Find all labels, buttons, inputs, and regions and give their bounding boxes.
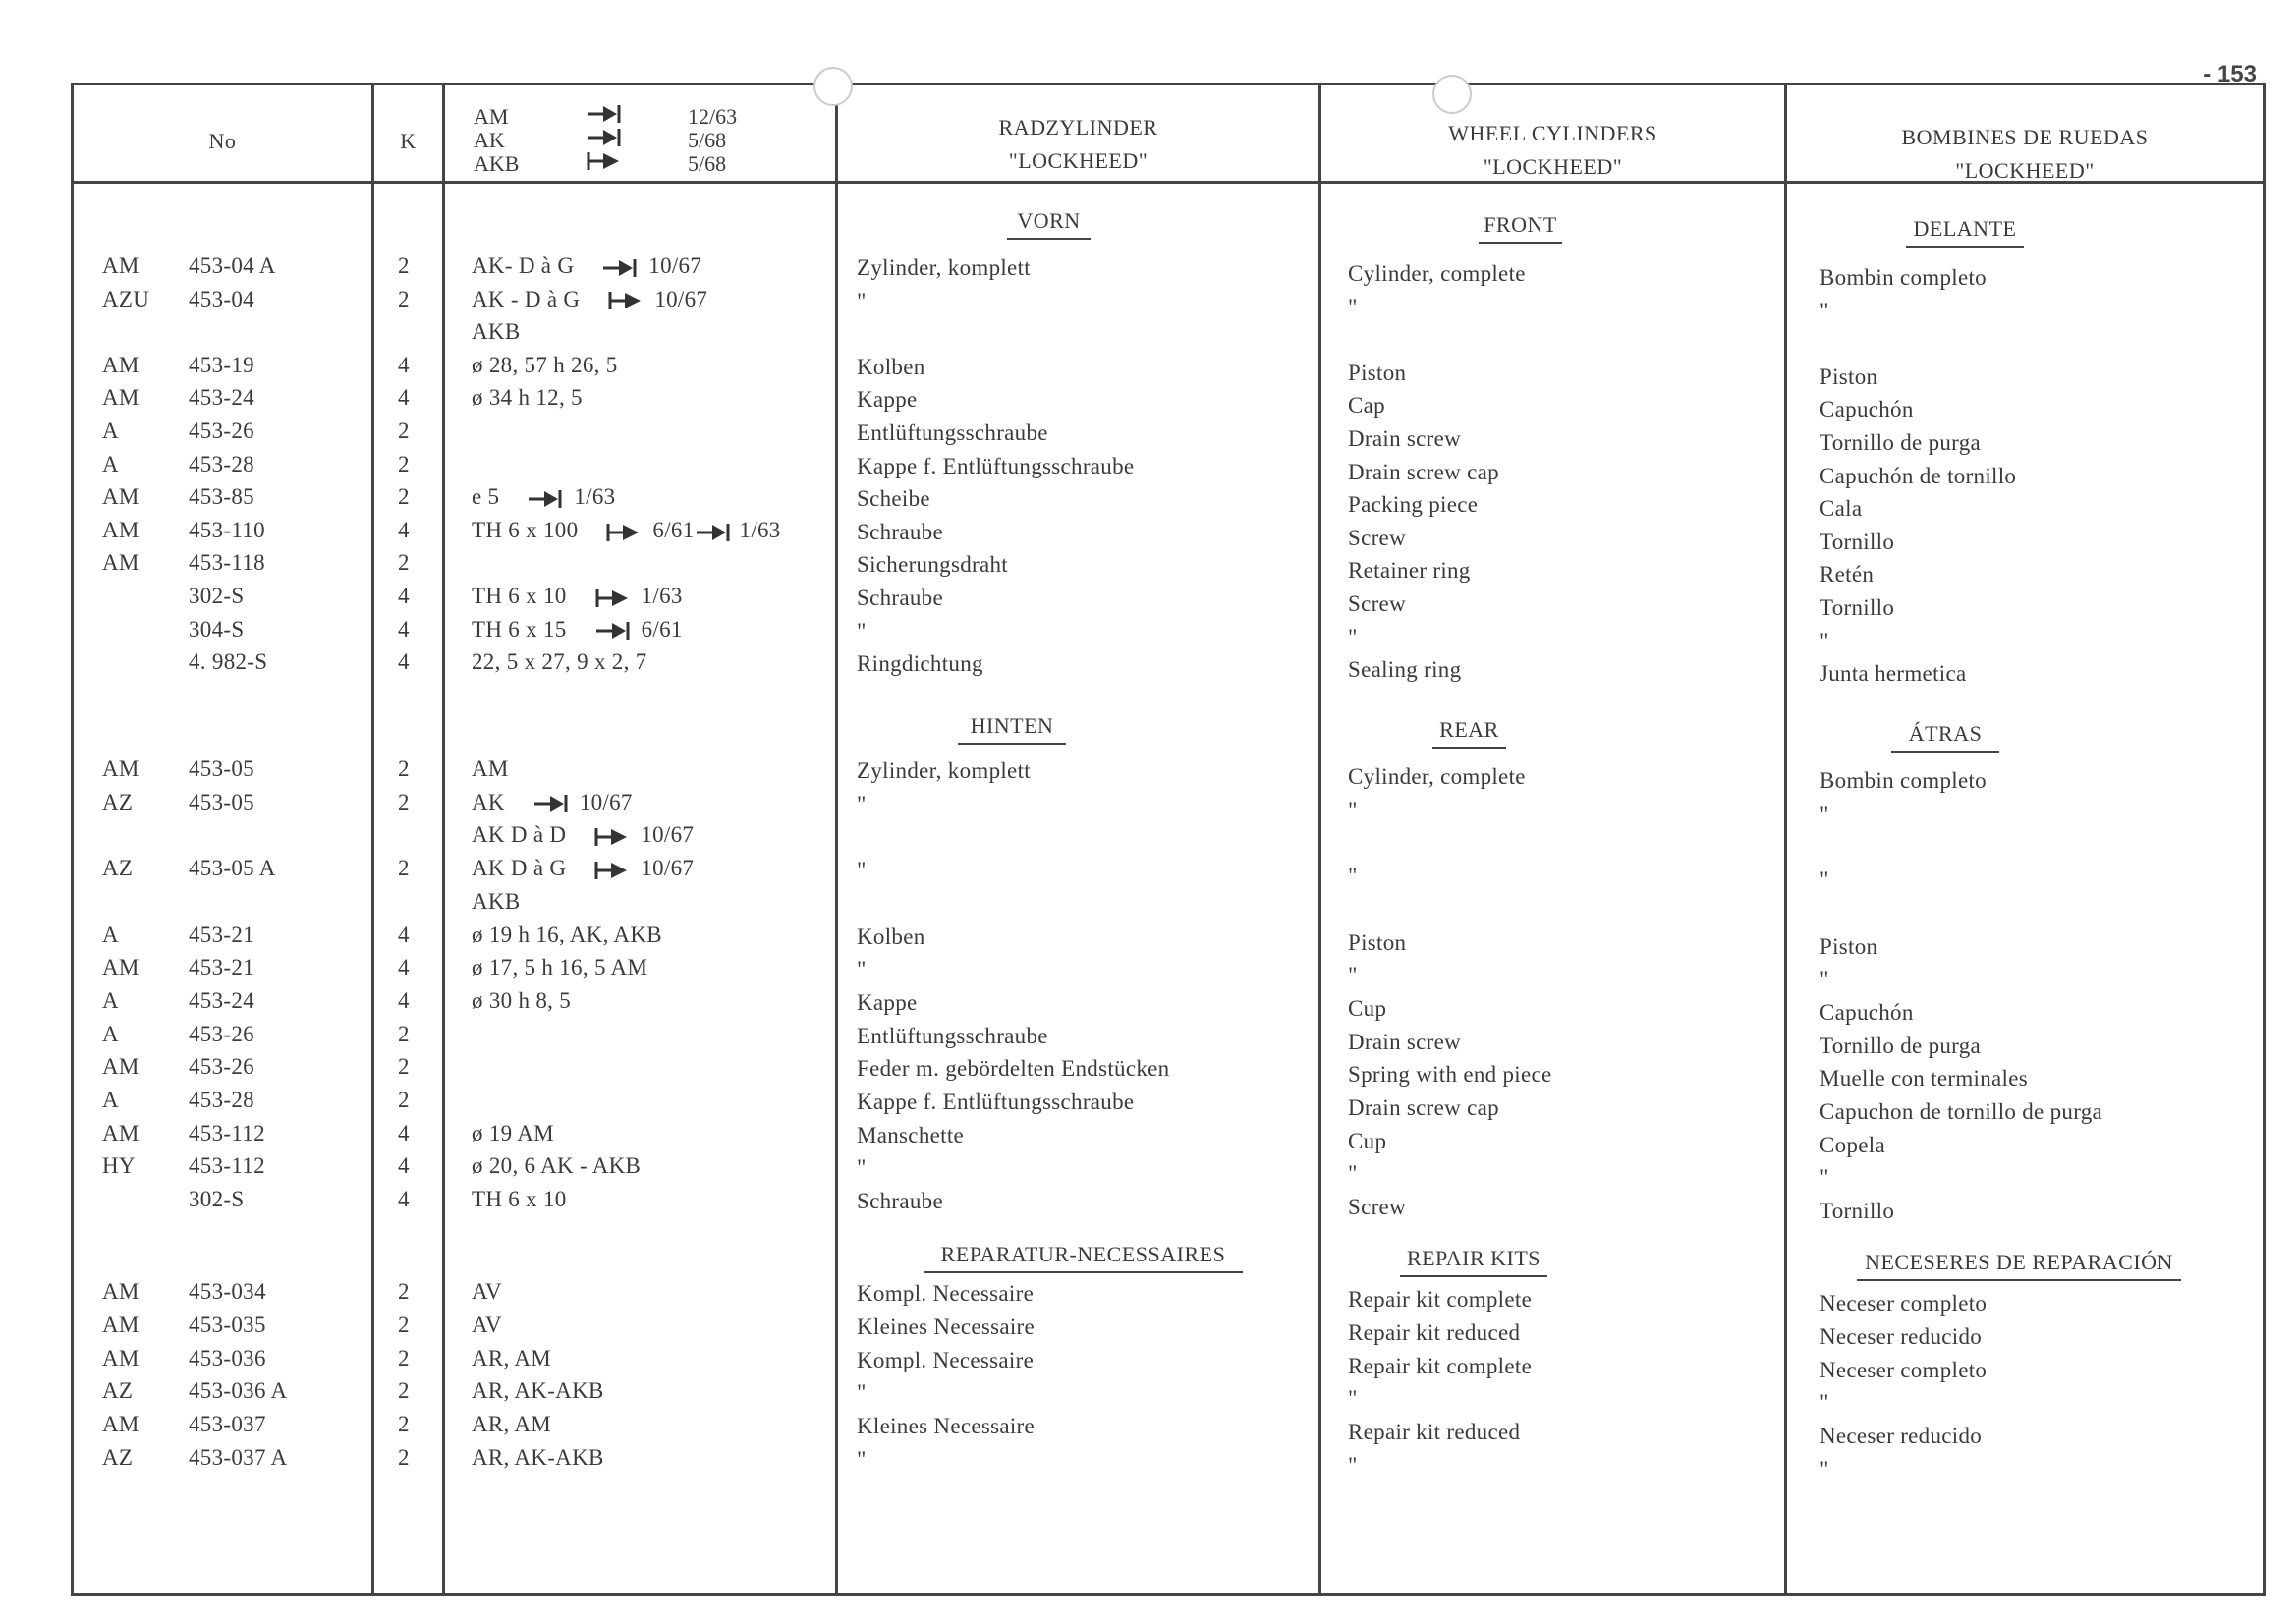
part-number: 453-19 — [189, 352, 254, 377]
description-en: Cup — [1348, 1128, 1387, 1153]
spec-text: AK- D à G — [472, 253, 575, 278]
description-es: Capuchón — [1820, 397, 1914, 422]
part-prefix: AM — [102, 550, 140, 576]
spec-cell — [472, 518, 781, 543]
spec-date: 6/61 — [652, 517, 695, 542]
part-prefix: AM — [102, 1312, 140, 1337]
column-divider-spec — [835, 83, 838, 1596]
spec-text: AR, AM — [472, 1345, 552, 1371]
description-de: Feder m. gebördelten Endstücken — [857, 1056, 1170, 1082]
part-number: 453-85 — [189, 484, 254, 510]
description-de: Kompl. Necessaire — [857, 1347, 1035, 1372]
quantity: 4 — [398, 649, 410, 675]
header-en-title: WHEEL CYLINDERS — [1448, 121, 1657, 145]
part-number: 453-26 — [189, 1054, 254, 1080]
description-en: " — [1348, 797, 1358, 822]
description-en: Repair kit complete — [1348, 1287, 1533, 1312]
part-prefix: AZ — [102, 856, 134, 881]
quantity: 2 — [398, 1345, 410, 1371]
spec-date: 10/67 — [648, 253, 702, 278]
quantity: 2 — [398, 1445, 410, 1470]
section-rear-en: REAR — [1432, 717, 1506, 749]
quantity: 4 — [398, 1120, 410, 1146]
description-es: Tornillo de purga — [1820, 430, 1982, 455]
description-de: Entlüftungsschraube — [857, 1023, 1048, 1048]
description-es: Tornillo de purga — [1820, 1033, 1982, 1058]
description-de: Entlüftungsschraube — [857, 420, 1048, 445]
spec-cell — [472, 790, 633, 815]
quantity: 2 — [398, 1378, 410, 1404]
end-date-arrow-icon — [586, 127, 623, 148]
description-en: Sealing ring — [1348, 657, 1462, 683]
part-prefix: A — [102, 922, 119, 947]
part-prefix: AM — [102, 756, 140, 781]
quantity: 2 — [398, 856, 410, 881]
spec-text: TH 6 x 10 — [472, 584, 567, 608]
spec-date-2: 1/63 — [739, 517, 781, 542]
spec-cell — [472, 1445, 604, 1471]
description-de: Kappe f. Entlüftungsschraube — [857, 453, 1135, 478]
part-number: 453-21 — [189, 955, 254, 980]
section-kits-es: NECESERES DE REPARACIÓN — [1857, 1250, 2181, 1281]
description-en: Cylinder, complete — [1348, 764, 1526, 789]
description-en: Repair kit reduced — [1348, 1319, 1521, 1345]
part-prefix: AM — [102, 517, 140, 542]
quantity: 2 — [398, 756, 410, 781]
header-model-date: 12/63 — [688, 104, 738, 129]
spec-cell — [472, 617, 683, 643]
header-model: AK — [474, 128, 505, 152]
spec-cell — [472, 1313, 502, 1338]
part-number: 453-24 — [189, 987, 254, 1013]
description-de: Manschette — [857, 1122, 965, 1148]
description-en: Drain screw cap — [1348, 1095, 1499, 1120]
part-number: 453-04 A — [189, 253, 276, 278]
start-date-arrow-icon — [594, 588, 632, 609]
column-divider-en — [1784, 83, 1787, 1596]
end-date-arrow-icon — [594, 620, 632, 642]
part-number: 453-05 — [189, 789, 254, 814]
description-de: Ringdichtung — [857, 651, 983, 677]
spec-text: e 5 — [472, 484, 500, 510]
description-de: " — [857, 957, 867, 982]
part-prefix: A — [102, 419, 119, 443]
quantity: 4 — [398, 987, 410, 1013]
spec-cell — [472, 856, 694, 881]
spec-cell — [472, 353, 618, 378]
description-en: Packing piece — [1348, 492, 1479, 518]
description-es: Piston — [1820, 364, 1878, 389]
quantity: 4 — [398, 584, 410, 608]
part-number: 453-036 A — [189, 1378, 288, 1404]
part-prefix: AM — [102, 352, 140, 377]
description-en: Piston — [1348, 360, 1407, 385]
description-es: " — [1820, 1457, 1829, 1482]
part-number: 453-035 — [189, 1312, 266, 1337]
part-number: 453-21 — [189, 922, 254, 947]
spec-cell — [472, 923, 662, 948]
start-date-arrow-icon — [593, 860, 631, 881]
spec-text: TH 6 x 10 — [472, 1187, 567, 1212]
description-de: " — [857, 791, 867, 816]
part-number: 453-04 — [189, 286, 254, 311]
part-prefix: A — [102, 1088, 119, 1112]
description-de: Sicherungsdraht — [857, 552, 1008, 578]
part-number: 453-05 — [189, 756, 254, 781]
description-es: Capuchón de tornillo — [1820, 463, 2017, 488]
header-no: No — [208, 129, 237, 153]
description-es: Bombin completo — [1820, 768, 1987, 793]
spec-cell — [472, 756, 509, 782]
description-en: Screw — [1348, 525, 1406, 550]
description-en: Piston — [1348, 929, 1407, 955]
spec-cell — [472, 253, 701, 279]
column-divider-de — [1318, 83, 1321, 1596]
header-de-sub: "LOCKHEED" — [1008, 148, 1148, 173]
part-number: 4. 982-S — [189, 649, 268, 675]
spec-text: AK D à G — [472, 856, 567, 881]
part-number: 453-112 — [189, 1120, 265, 1146]
spec-cell — [472, 1346, 551, 1372]
quantity: 4 — [398, 385, 410, 411]
spec-date: 1/63 — [641, 584, 683, 608]
spec-text: AR, AK-AKB — [472, 1378, 604, 1404]
description-es: Copela — [1820, 1132, 1885, 1157]
part-number: 302-S — [189, 584, 245, 608]
description-es: Neceser completo — [1820, 1291, 1988, 1316]
spec-cell — [472, 287, 707, 312]
description-es: Capuchón — [1820, 999, 1914, 1025]
part-number: 453-26 — [189, 1021, 254, 1046]
end-date-arrow-icon — [527, 488, 564, 510]
spec-text: ø 28, 57 h 26, 5 — [472, 352, 618, 377]
part-number: 453-037 — [189, 1412, 266, 1437]
description-es: Tornillo — [1820, 595, 1895, 620]
description-es: Neceser reducido — [1820, 1323, 1983, 1349]
part-number: 453-24 — [189, 385, 254, 411]
spec-text: ø 19 AM — [472, 1120, 554, 1146]
description-es: Piston — [1820, 933, 1878, 959]
part-number: 304-S — [189, 616, 245, 642]
part-prefix: A — [102, 451, 119, 476]
quantity: 2 — [398, 550, 410, 576]
part-prefix: AZU — [102, 286, 150, 311]
part-number: 453-112 — [189, 1153, 265, 1179]
spec-text: TH 6 x 100 — [472, 517, 579, 542]
spec-text: AKB — [472, 319, 521, 345]
page-number: - 153 — [2203, 61, 2257, 87]
description-de: Schraube — [857, 519, 943, 544]
description-es: " — [1820, 1390, 1829, 1416]
description-de: Zylinder, komplett — [857, 255, 1031, 280]
quantity: 2 — [398, 1054, 410, 1080]
part-number: 453-034 — [189, 1279, 266, 1304]
section-kits-de: REPARATUR-NECESSAIRES — [924, 1242, 1243, 1273]
spec-cell — [472, 1279, 502, 1305]
description-en: " — [1348, 1453, 1358, 1478]
spec-text: AM — [472, 756, 509, 781]
spec-text: AK — [472, 789, 505, 814]
description-en: " — [1348, 1161, 1358, 1187]
spec-text: ø 30 h 8, 5 — [472, 987, 572, 1013]
description-es: " — [1820, 801, 1829, 826]
description-en: Repair kit reduced — [1348, 1420, 1521, 1445]
column-divider-no — [371, 83, 374, 1596]
description-es: " — [1820, 628, 1829, 653]
quantity: 2 — [398, 286, 410, 311]
header-en-sub: "LOCKHEED" — [1483, 154, 1623, 179]
description-en: " — [1348, 624, 1358, 649]
header-model-symbol — [586, 149, 623, 172]
spec-cell — [472, 385, 583, 411]
quantity: 2 — [398, 484, 410, 510]
description-es: Neceser reducido — [1820, 1424, 1983, 1449]
spec-cell — [472, 584, 683, 609]
part-prefix: A — [102, 987, 119, 1013]
section-front-en: FRONT — [1479, 212, 1562, 244]
header-model-date: 5/68 — [688, 128, 727, 152]
part-number: 453-05 A — [189, 856, 276, 881]
description-de: " — [857, 1380, 867, 1406]
part-number: 453-28 — [189, 451, 254, 476]
header-es-title: BOMBINES DE RUEDAS — [1901, 125, 2149, 149]
description-de: Kleines Necessaire — [857, 1414, 1036, 1439]
description-de: Kleines Necessaire — [857, 1314, 1036, 1339]
spec-text: TH 6 x 15 — [472, 616, 567, 642]
header-de-title: RADZYLINDER — [998, 115, 1158, 140]
description-en: " — [1348, 1386, 1358, 1412]
quantity: 4 — [398, 1187, 410, 1212]
punch-hole-left — [813, 67, 853, 106]
quantity: 2 — [398, 789, 410, 814]
spec-date: 10/67 — [579, 789, 633, 814]
description-en: Screw — [1348, 591, 1406, 616]
description-en: " — [1348, 294, 1358, 319]
part-number: 453-118 — [189, 550, 265, 576]
quantity: 4 — [398, 955, 410, 980]
description-es: Tornillo — [1820, 529, 1895, 554]
quantity: 2 — [398, 253, 410, 278]
part-prefix: AM — [102, 1120, 140, 1146]
description-de: Kolben — [857, 924, 925, 949]
description-en: Cylinder, complete — [1348, 261, 1526, 286]
description-es: Muelle con terminales — [1820, 1066, 2028, 1092]
description-de: " — [857, 858, 867, 883]
description-es: " — [1820, 967, 1829, 992]
spec-text: AR, AK-AKB — [472, 1445, 604, 1470]
spec-cell — [472, 955, 647, 980]
spec-text: AV — [472, 1279, 502, 1304]
part-prefix: HY — [102, 1153, 136, 1179]
description-es: " — [1820, 1165, 1829, 1191]
spec-cell — [472, 889, 520, 915]
spec-text: ø 17, 5 h 16, 5 AM — [472, 955, 648, 980]
spec-date: 1/63 — [574, 484, 616, 510]
description-de: Kappe f. Entlüftungsschraube — [857, 1090, 1135, 1114]
description-es: " — [1820, 868, 1829, 893]
description-de: Kolben — [857, 354, 925, 379]
spec-text: AV — [472, 1312, 502, 1337]
header-model-symbol — [586, 126, 623, 148]
description-de: " — [857, 618, 867, 644]
section-front-de: VORN — [1007, 208, 1091, 240]
spec-cell — [472, 988, 571, 1014]
description-de: " — [857, 288, 867, 313]
description-de: " — [857, 1447, 867, 1472]
start-date-arrow-icon — [605, 522, 643, 543]
quantity: 2 — [398, 1279, 410, 1304]
part-prefix: AM — [102, 253, 140, 278]
part-number: 453-110 — [189, 517, 265, 542]
quantity: 2 — [398, 1088, 410, 1112]
end-date-arrow-icon — [695, 522, 732, 543]
part-number: 453-28 — [189, 1088, 254, 1112]
part-prefix: AM — [102, 1054, 140, 1080]
spec-cell — [472, 1412, 551, 1437]
part-prefix: AM — [102, 955, 140, 980]
spec-text: ø 34 h 12, 5 — [472, 385, 583, 411]
description-de: " — [857, 1155, 867, 1181]
description-es: Neceser completo — [1820, 1357, 1988, 1382]
quantity: 4 — [398, 1153, 410, 1179]
part-prefix: AM — [102, 484, 140, 510]
quantity: 4 — [398, 616, 410, 642]
header-model: AKB — [474, 151, 520, 176]
punch-hole-right — [1432, 75, 1472, 114]
description-en: Repair kit complete — [1348, 1353, 1533, 1378]
description-es: Capuchon de tornillo de purga — [1820, 1099, 2103, 1124]
description-de: Kappe — [857, 387, 918, 413]
description-en: Drain screw — [1348, 426, 1462, 451]
part-prefix: AM — [102, 1345, 140, 1371]
spec-cell — [472, 1121, 554, 1147]
description-de: Kompl. Necessaire — [857, 1281, 1035, 1306]
quantity: 2 — [398, 1312, 410, 1337]
part-number: 453-037 A — [189, 1445, 288, 1470]
end-date-arrow-icon — [532, 793, 570, 814]
description-en: " — [1348, 963, 1358, 988]
spec-text: AK D à D — [472, 822, 567, 848]
part-number: 302-S — [189, 1187, 245, 1212]
start-date-arrow-icon — [593, 826, 631, 848]
start-date-arrow-icon — [607, 290, 644, 311]
description-en: " — [1348, 864, 1358, 889]
quantity: 4 — [398, 517, 410, 542]
description-es: Retén — [1820, 562, 1875, 588]
part-prefix: AZ — [102, 1378, 134, 1404]
description-es: Junta hermetica — [1820, 661, 1967, 687]
header-model-date: 5/68 — [688, 151, 727, 176]
description-de: Zylinder, komplett — [857, 758, 1031, 783]
description-en: Spring with end piece — [1348, 1062, 1552, 1088]
part-prefix: AM — [102, 385, 140, 411]
spec-text: AKB — [472, 888, 521, 914]
spec-date: 10/67 — [641, 856, 695, 881]
description-es: " — [1820, 298, 1829, 323]
end-date-arrow-icon — [601, 257, 639, 279]
description-en: Drain screw — [1348, 1029, 1462, 1054]
description-en: Retainer ring — [1348, 558, 1471, 584]
spec-text: AK - D à G — [472, 286, 581, 311]
spec-cell — [472, 1378, 604, 1404]
part-number: 453-26 — [189, 419, 254, 443]
header-model: AM — [474, 104, 509, 129]
spec-date: 10/67 — [641, 822, 695, 848]
spec-date: 10/67 — [654, 286, 708, 311]
description-de: Schraube — [857, 1189, 943, 1214]
description-en: Drain screw cap — [1348, 459, 1499, 484]
spec-cell — [472, 319, 520, 345]
spec-text: AR, AM — [472, 1412, 552, 1437]
part-prefix: AZ — [102, 789, 134, 814]
quantity: 2 — [398, 1021, 410, 1046]
description-de: Scheibe — [857, 486, 930, 512]
description-de: Schraube — [857, 586, 943, 610]
spec-text: 22, 5 x 27, 9 x 2, 7 — [472, 649, 647, 675]
header-k: K — [400, 129, 417, 153]
section-rear-es: ÁTRAS — [1891, 721, 1999, 753]
header-model-symbol — [586, 102, 623, 125]
description-es: Tornillo — [1820, 1199, 1895, 1224]
section-kits-en: REPAIR KITS — [1400, 1246, 1547, 1277]
part-prefix: AM — [102, 1279, 140, 1304]
section-front-es: DELANTE — [1906, 216, 2024, 248]
spec-cell — [472, 1153, 641, 1179]
quantity: 4 — [398, 352, 410, 377]
part-prefix: AM — [102, 1412, 140, 1437]
spec-text: ø 19 h 16, AK, AKB — [472, 922, 662, 947]
description-de: Kappe — [857, 989, 918, 1015]
description-en: Cup — [1348, 995, 1387, 1021]
description-es: Bombin completo — [1820, 265, 1987, 290]
part-prefix: AZ — [102, 1445, 134, 1470]
quantity: 2 — [398, 419, 410, 443]
start-date-arrow-icon — [586, 150, 623, 172]
section-rear-de: HINTEN — [958, 713, 1066, 745]
part-number: 453-036 — [189, 1345, 266, 1371]
spec-cell — [472, 484, 615, 510]
quantity: 2 — [398, 451, 410, 476]
description-es: Cala — [1820, 496, 1863, 522]
quantity: 4 — [398, 922, 410, 947]
spec-date: 6/61 — [641, 616, 683, 642]
spec-text: ø 20, 6 AK - AKB — [472, 1153, 642, 1179]
quantity: 2 — [398, 1412, 410, 1437]
end-date-arrow-icon — [586, 103, 623, 125]
spec-cell — [472, 649, 647, 675]
spec-cell — [472, 822, 694, 848]
description-en: Screw — [1348, 1195, 1406, 1220]
spec-cell — [472, 1187, 567, 1212]
description-en: Cap — [1348, 393, 1385, 419]
header-es-sub: "LOCKHEED" — [1955, 158, 2095, 183]
part-prefix: A — [102, 1021, 119, 1046]
column-divider-k — [442, 83, 445, 1596]
